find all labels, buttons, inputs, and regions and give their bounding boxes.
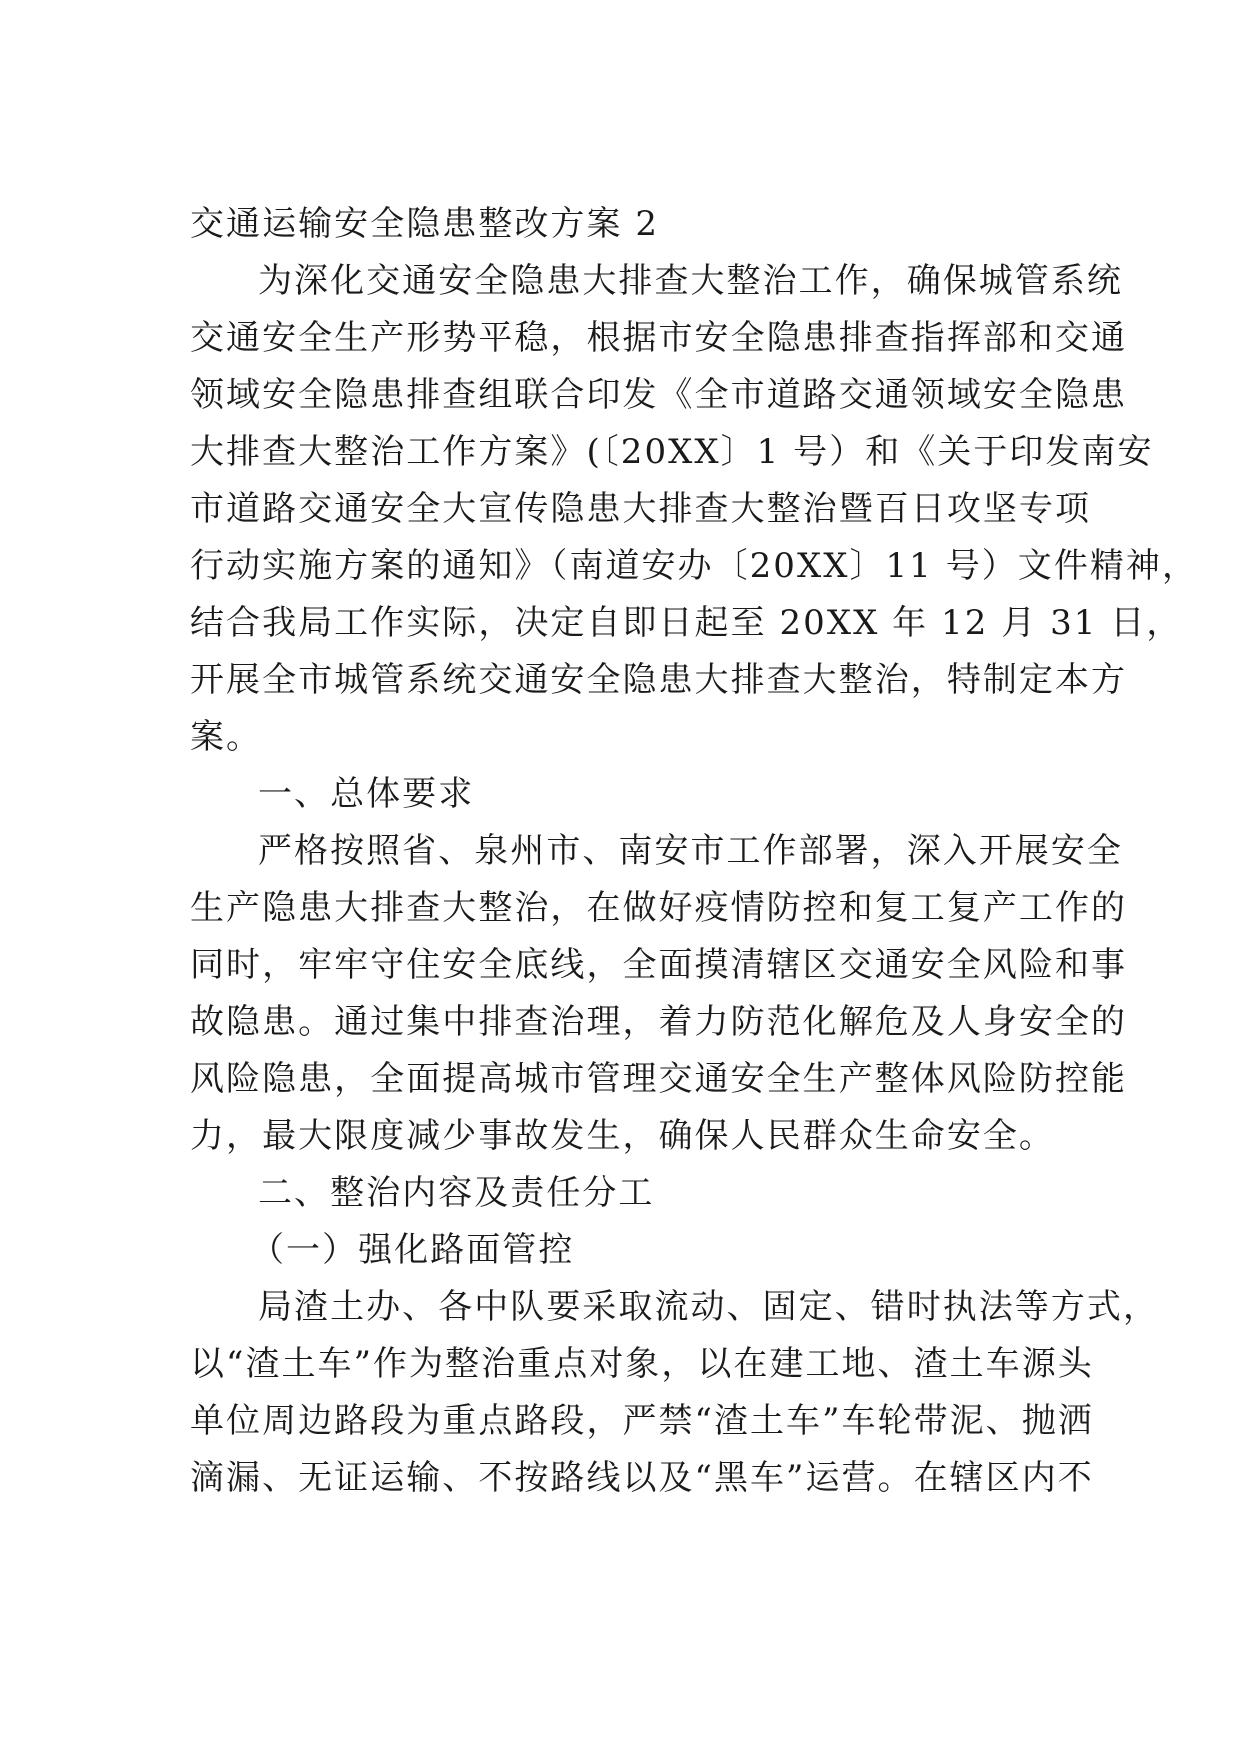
subsection-heading: （一）强化路面管控 — [250, 1230, 575, 1270]
intro-paragraph — [190, 253, 1198, 766]
paragraph-line: 市道路交通安全大宣传隐患大排查大整治暨百日攻坚专项 — [190, 489, 1091, 529]
paragraph-line: 行动实施方案的通知》（南道安办〔20XX〕11 号）文件精神， — [190, 546, 1198, 586]
document-title: 交通运输安全隐患整改方案 2 — [190, 204, 659, 244]
paragraph-line: 风险隐患，全面提高城市管理交通安全生产整体风险防控能 — [190, 1059, 1128, 1099]
document-page — [190, 196, 1198, 1507]
paragraph-line: 为深化交通安全隐患大排查大整治工作，确保城管系统 — [258, 261, 1123, 301]
paragraph-line: 结合我局工作实际，决定自即日起至 20XX 年 12 月 31 日， — [190, 603, 1183, 643]
paragraph-line: 故隐患。通过集中排查治理，着力防范化解危及人身安全的 — [190, 1002, 1128, 1042]
paragraph-line: 单位周边路段为重点路段，严禁“渣土车”车轮带泥、抛洒 — [190, 1401, 1094, 1441]
paragraph-line: 滴漏、无证运输、不按路线以及“黑车”运营。在辖区内不 — [190, 1458, 1094, 1498]
paragraph-line: 案。 — [190, 717, 263, 757]
section-heading: 一、总体要求 — [258, 774, 475, 814]
paragraph-line: 力，最大限度减少事故发生，确保人民群众生命安全。 — [190, 1116, 1055, 1156]
paragraph-line: 生产隐患大排查大整治，在做好疫情防控和复工复产工作的 — [190, 888, 1128, 928]
subsection1-paragraph — [190, 1279, 1159, 1507]
paragraph-line: 交通安全生产形势平稳，根据市安全隐患排查指挥部和交通 — [190, 318, 1128, 358]
paragraph-line: 以“渣土车”作为整治重点对象，以在建工地、渣土车源头 — [190, 1344, 1094, 1384]
paragraph-line: 同时，牢牢守住安全底线，全面摸清辖区交通安全风险和事 — [190, 945, 1128, 985]
section1-paragraph — [190, 823, 1128, 1165]
paragraph-line: 开展全市城管系统交通安全隐患大排查大整治，特制定本方 — [190, 660, 1128, 700]
paragraph-line: 严格按照省、泉州市、南安市工作部署，深入开展安全 — [258, 831, 1123, 871]
paragraph-line: 局渣土办、各中队要采取流动、固定、错时执法等方式， — [258, 1287, 1159, 1327]
paragraph-line: 领域安全隐患排查组联合印发《全市道路交通领域安全隐患 — [190, 375, 1128, 415]
paragraph-line: 大排查大整治工作方案》(〔20XX〕1 号）和《关于印发南安 — [190, 432, 1154, 472]
section-heading: 二、整治内容及责任分工 — [258, 1173, 655, 1213]
